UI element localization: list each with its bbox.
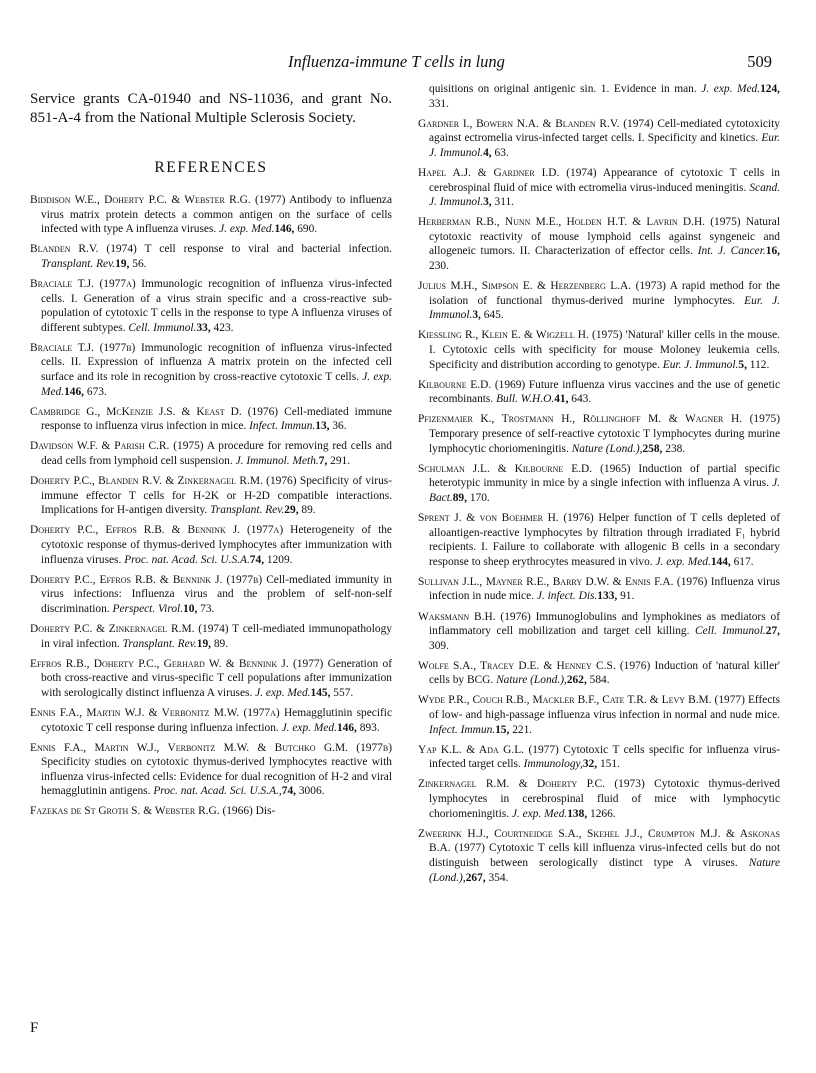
reference-volume: 27, [765, 625, 780, 638]
reference-pages: 354. [485, 871, 509, 884]
reference-authors: Cambridge G., McKenzie J.S. & Keast D. (1976) [30, 405, 279, 418]
reference-volume: 32, [582, 758, 598, 771]
reference-volume: 5, [738, 358, 747, 371]
reference-journal: Immunology, [523, 758, 583, 771]
reference-text: Hemagglutinin specific cytotoxic T cell response during influenza infection. [41, 706, 392, 734]
reference-volume: 10, [183, 602, 198, 615]
reference-journal: Eur. J. Immunol. [429, 132, 780, 159]
reference-authors: Davidson W.F. & Parish C.R. (1975) [30, 440, 204, 453]
reference-journal: J. infect. Dis. [536, 590, 598, 603]
reference-authors: Schulman J.L. & Kilbourne E.D. (1965) [418, 462, 631, 475]
reference-authors: Sullivan J.L., Mayner R.E., Barry D.W. & Ennis F.A. (1976) [418, 575, 708, 588]
reference-volume: 124, [760, 83, 780, 95]
reference-entry [418, 610, 780, 654]
reference-entry [30, 439, 392, 468]
reference-authors: Waksmann B.H. (1976) [418, 610, 531, 623]
reference-volume: 3, [483, 196, 492, 209]
reference-pages: 221. [509, 723, 533, 736]
reference-text: Induction of partial specific heterotypic immunity in mice by a single infection with influenza A virus. [429, 462, 780, 490]
reference-pages: 89. [211, 637, 229, 650]
reference-volume: 74, [281, 785, 297, 798]
reference-pages: 423. [210, 321, 234, 334]
reference-authors: Sprent J. & von Boehmer H. (1976) [418, 511, 594, 524]
reference-volume: 74, [249, 553, 265, 566]
reference-pages: 56. [129, 257, 147, 270]
reference-entry [30, 474, 392, 518]
reference-entry [418, 827, 780, 885]
reference-journal: Nature (Lond.), [429, 856, 780, 884]
reference-journal: Nature (Lond.), [496, 674, 567, 687]
reference-entry [30, 741, 392, 799]
reference-volume: 19, [196, 637, 212, 650]
reference-journal: J. Bact. [429, 477, 780, 504]
reference-volume: 138, [567, 807, 588, 820]
reference-pages: 291. [327, 455, 351, 467]
reference-list-left [30, 193, 392, 819]
reference-pages: 673. [84, 385, 107, 398]
reference-entry [418, 166, 780, 210]
reference-volume: 262, [566, 674, 587, 687]
reference-authors: Herberman R.B., Nunn M.E., Holden H.T. & Lavrin D.H. (1975) [418, 216, 741, 229]
reference-text: Specificity studies on cytotoxic thymus-derived lymphocytes reactive with influenza virus-infected cells: Evidence for dual recognition of H-2 and viral hemagglutinin antigens. [41, 756, 392, 798]
reference-text: Immunologic recognition of influenza virus-infected cells. II. Expression of influenza A matrix protein on the infected cell surface and its role in recognition by cross-reactive cytotoxic T cells. [41, 341, 392, 384]
reference-text: 'Natural' killer cells in the mouse. I. Cytotoxic cells with specificity for mouse Moloney leukemia cells. Specificity and distribution according to genotype. [429, 329, 781, 371]
reference-entry [418, 215, 780, 273]
reference-journal: Infect. Immun. [249, 420, 316, 433]
reference-text: Generation of both cross-reactive and virus-specific T cell populations after immunization with serologically distinct influenza A viruses. [41, 657, 392, 699]
reference-journal: Transplant. Rev. [41, 257, 116, 270]
reference-authors: Doherty P.C., Blanden R.V. & Zinkernagel R.M. (1976) [30, 475, 297, 488]
reference-text: Specificity of virus-immune effector T cells for H-2K or H-2D compatible interactions. Implications for H-antigen diversity. [41, 475, 393, 517]
reference-authors: Doherty P.C. & Zinkernagel R.M. (1974) [30, 622, 229, 635]
reference-text: Immunoglobulins and lymphokines as mediators of inflammatory cell mobilization and target cell killing. [429, 610, 780, 638]
reference-pages: 1209. [264, 553, 293, 566]
reference-text: Antibody to influenza virus matrix protein detects a common antigen on the surface of cells infected with type A influenza viruses. [41, 194, 393, 236]
reference-pages: 36. [329, 420, 347, 433]
reference-authors: Kilbourne E.D. (1969) [418, 378, 526, 391]
reference-pages: 893. [356, 721, 380, 734]
reference-entry [418, 117, 780, 161]
reference-text: A rapid method for the isolation of functional thymus-derived murine lymphocytes. [429, 280, 780, 307]
reference-authors: Braciale T.J. (1977b) [30, 341, 136, 354]
reference-authors: Doherty P.C., Effros R.B. & Bennink J. (1977b) [30, 573, 263, 586]
reference-text: Induction of 'natural killer' cells by BCG. [429, 659, 780, 687]
signature-mark: F [30, 1020, 39, 1036]
reference-authors: Blanden R.V. (1974) [30, 243, 137, 256]
reference-journal: Bull. W.H.O. [496, 393, 555, 406]
reference-authors: Ennis F.A., Martin W.J. & Verbonitz M.W. (1977a) [30, 706, 280, 719]
reference-volume: 146, [274, 223, 295, 236]
reference-journal: J. exp. Med. [255, 686, 311, 699]
reference-entry [30, 706, 392, 735]
reference-volume: 41, [554, 393, 569, 406]
reference-volume: 7, [318, 455, 328, 467]
reference-volume: 145, [310, 686, 331, 699]
reference-pages: 238. [662, 442, 686, 455]
reference-entry [418, 659, 780, 688]
reference-volume: 144, [710, 555, 731, 568]
reference-pages: 690. [294, 223, 318, 236]
reference-journal: Eur. J. Immunol. [662, 358, 739, 371]
reference-volume: 267, [465, 871, 486, 884]
reference-entry [418, 693, 780, 737]
reference-entry [30, 657, 392, 701]
reference-authors: Braciale T.J. (1977a) [30, 277, 136, 290]
reference-authors: Fazekas de St Groth S. & Webster R.G. (1966) [30, 805, 253, 818]
acknowledgement-text: Service grants CA-01940 and NS-11036, and grant No. 851-A-4 from the National Multiple Sclerosis Society. [30, 91, 392, 126]
reference-volume: 146, [336, 721, 357, 734]
reference-entry [418, 511, 780, 569]
reference-journal: Infect. Immun. [429, 723, 496, 736]
reference-text: T cell response to viral and bacterial infection. [136, 243, 393, 256]
reference-entry [30, 523, 392, 567]
reference-journal: J. exp. Med. [281, 721, 337, 734]
reference-pages: 643. [568, 393, 592, 406]
reference-text: Helper function of T cells depleted of alloantigen-reactive lymphocytes by filtration through irradiated F₁ hybrid recipients. I. Failure to collaborate with allogenic B cells in a secondary response to sheep erythrocytes measured in vivo. [429, 511, 780, 568]
reference-journal: Proc. nat. Acad. Sci. U.S.A., [153, 785, 282, 798]
reference-pages: 557. [330, 686, 354, 699]
reference-entry [30, 193, 392, 237]
reference-authors: Ennis F.A., Martin W.J., Verbonitz M.W. & Butchko G.M. (1977b) [30, 741, 392, 754]
reference-text: A procedure for removing red cells and dead cells from lymphoid cell suspension. [41, 440, 392, 467]
reference-entry [418, 575, 780, 604]
reference-authors: Pfizenmaier K., Trostmann H., Röllinghoff M. & Wagner H. (1975) [418, 413, 780, 426]
reference-text: quisitions on original antigenic sin. 1. Evidence in man. [429, 83, 702, 95]
reference-text: Cytotoxic T cells specific for influenza virus-infected target cells. [429, 743, 780, 771]
reference-journal: Scand. J. Immunol. [429, 181, 780, 209]
running-title: Influenza-immune T cells in lung [288, 52, 505, 71]
reference-volume: 19, [115, 257, 130, 270]
reference-volume: 33, [196, 321, 211, 334]
reference-pages: 3006. [296, 785, 325, 798]
reference-text: Heterogeneity of the cytotoxic response of thymus-derived lymphocytes after immunization with influenza viruses. [41, 524, 392, 566]
reference-entry [30, 341, 392, 399]
page-number: 509 [747, 52, 772, 71]
reference-volume: 15, [495, 723, 510, 736]
reference-volume: 258, [642, 442, 663, 455]
reference-entry [418, 279, 780, 323]
reference-journal: Cell. Immunol. [695, 625, 766, 638]
reference-pages: 331. [429, 97, 449, 110]
reference-authors: Doherty P.C., Effros R.B. & Bennink J. (1977a) [30, 524, 284, 537]
reference-entry [30, 573, 392, 617]
reference-text: Cell-mediated immune response to influenza virus infection in mice. [41, 405, 392, 433]
reference-entry [30, 405, 392, 434]
reference-pages: 170. [466, 491, 490, 504]
reference-pages: 1266. [587, 807, 616, 820]
reference-entry [418, 328, 780, 372]
reference-volume: 16, [765, 245, 780, 258]
reference-journal: Int. J. Cancer. [697, 245, 766, 258]
reference-entry [418, 777, 780, 821]
reference-journal: Eur. J. Immunol. [429, 294, 780, 322]
references-heading: REFERENCES [154, 159, 268, 176]
reference-authors: Hapel A.J. & Gardner I.D. (1974) [418, 166, 597, 179]
reference-text: Dis- [252, 805, 276, 818]
right-column [418, 82, 780, 891]
reference-volume: 133, [597, 590, 618, 603]
reference-journal: Nature (Lond.), [571, 442, 643, 455]
reference-entry [30, 242, 392, 271]
reference-authors: Wolfe S.A., Tracey D.E. & Henney C.S. (1976) [418, 659, 651, 672]
left-column [30, 82, 392, 825]
reference-journal: Cell. Immunol. [128, 321, 197, 334]
reference-pages: 112. [746, 358, 770, 371]
reference-journal: J. Immunol. Meth. [235, 455, 319, 467]
reference-text: Cell-mediated cytotoxicity against ectromelia virus-infected target cells. I. Specificity and kinetics. [429, 117, 780, 145]
reference-pages: 89. [298, 504, 316, 517]
reference-pages: 151. [597, 758, 620, 771]
reference-journal: J. exp. Med. [219, 223, 275, 236]
reference-authors: Wyde P.R., Couch R.B., Mackler B.F., Cate T.R. & Levy B.M. (1977) [418, 694, 745, 707]
reference-journal: Proc. nat. Acad. Sci. U.S.A. [124, 553, 250, 566]
reference-authors: Effros R.B., Doherty P.C., Gerhard W. & Bennink J. (1977) [30, 657, 324, 670]
reference-text: Immunologic recognition of influenza virus-infected cells. I. Generation of a virus strain specific and a cross-reactive sub-population of cytotoxic T cells in the response to type A influenza viruses of different subtypes. [41, 277, 392, 334]
reference-text: Temporary presence of self-reactive cytotoxic T lymphocytes during murine lymphocytic choriomeningitis. [429, 427, 780, 455]
reference-text: Cytotoxic thymus-derived lymphocytes in cerebrospinal fluid of mice with lymphocytic choriomeningitis. [429, 778, 780, 820]
reference-journal: J. exp. Med. [701, 83, 761, 95]
reference-text: Future influenza virus vaccines and the use of genetic recombinants. [429, 378, 780, 406]
reference-entry [418, 462, 780, 506]
reference-authors: Zweerink H.J., Courtneidge S.A., Skehel J.J., Crumpton M.J. & Askonas B.A. (1977) [418, 827, 780, 855]
reference-pages: 63. [491, 146, 509, 159]
reference-pages: 73. [197, 602, 215, 615]
reference-volume: 4, [483, 146, 492, 159]
reference-authors: Yap K.L. & Ada G.L. (1977) [418, 743, 559, 756]
reference-pages: 645. [480, 309, 504, 322]
reference-journal: J. exp. Med. [655, 555, 711, 568]
reference-authors: Biddison W.E., Doherty P.C. & Webster R.G. (1977) [30, 194, 286, 206]
reference-entry [418, 378, 780, 407]
reference-volume: 13, [315, 420, 330, 433]
reference-journal: Transplant. Rev. [210, 504, 285, 517]
reference-pages: 91. [617, 590, 635, 603]
reference-entry [418, 82, 780, 111]
reference-pages: 584. [586, 674, 610, 687]
reference-authors: Julius M.H., Simpson E. & Herzenberg L.A. (1973) [418, 280, 666, 293]
reference-text: Influenza virus infection in nude mice. [429, 575, 780, 603]
reference-text: T cell-mediated immunopathology in viral infection. [41, 622, 392, 650]
reference-list-right [418, 82, 780, 885]
reference-text: Cell-mediated immunity in virus infections: Influenza virus and the problem of self-non-self discrimination. [41, 573, 392, 615]
reference-journal: Perspect. Virol. [112, 602, 184, 615]
reference-pages: 311. [491, 196, 515, 209]
reference-volume: 3, [472, 309, 481, 322]
reference-entry [30, 804, 392, 819]
reference-entry [30, 277, 392, 335]
reference-authors: Kiessling R., Klein E. & Wigzell H. (1975) [418, 329, 623, 342]
reference-volume: 29, [284, 504, 299, 517]
reference-entry [418, 412, 780, 456]
page-header [30, 52, 772, 74]
reference-text: Effects of low- and high-passage influenza virus infection in normal and nude mice. [429, 694, 780, 722]
reference-text: Cytotoxic T cells kill influenza virus-infected cells but do not distinguish between serologically distinct type A viruses. [429, 842, 780, 869]
reference-journal: Transplant. Rev. [122, 637, 197, 650]
reference-volume: 89, [452, 491, 467, 504]
reference-pages: 230. [429, 260, 449, 273]
reference-pages: 309. [429, 639, 449, 652]
reference-text: Natural cytotoxic reactivity of mouse lymphoid cells against syngeneic and allogeneic tumors. II. Characterization of effector cells. [429, 216, 780, 258]
reference-pages: 617. [730, 555, 754, 568]
reference-volume: 146, [64, 385, 85, 398]
reference-journal: J. exp. Med. [511, 807, 568, 820]
reference-text: Appearance of cytotoxic T cells in cerebrospinal fluid of mice with ectromelia virus-induced meningitis. [429, 166, 780, 194]
reference-authors: Gardner I., Bowern N.A. & Blanden R.V. (1974) [418, 117, 654, 130]
reference-journal: J. exp. Med. [41, 371, 392, 398]
reference-authors: Zinkernagel R.M. & Doherty P.C. (1973) [418, 778, 645, 791]
reference-entry [30, 622, 392, 651]
reference-entry [418, 743, 780, 772]
